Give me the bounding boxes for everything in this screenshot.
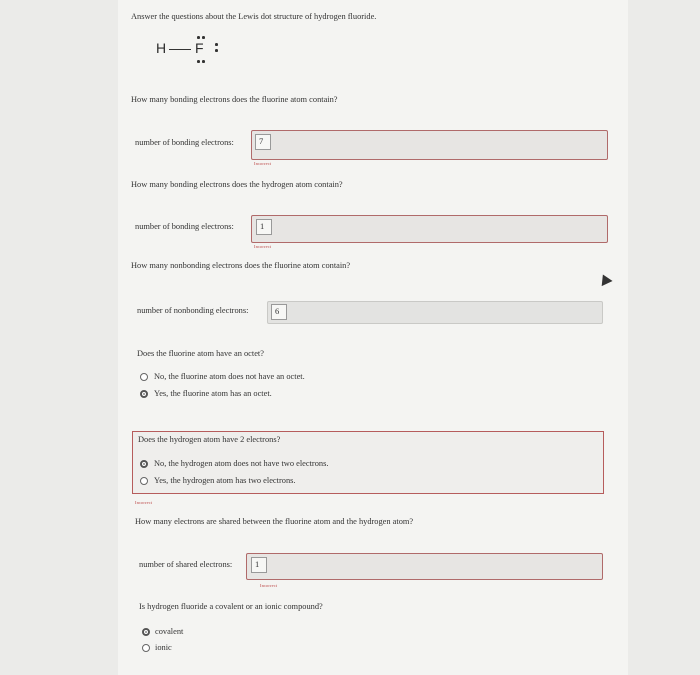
incorrect-flag: Incorrect <box>135 500 153 505</box>
lone-pair-dot <box>202 36 205 39</box>
octet-no-radio[interactable] <box>140 373 148 381</box>
answer-field-3 <box>267 301 603 324</box>
question-5: Does the hydrogen atom have 2 electrons? <box>138 435 281 444</box>
incorrect-flag: Incorrect <box>254 244 272 249</box>
octet-no-label: No, the fluorine atom does not have an octet. <box>154 372 305 381</box>
octet-yes-radio[interactable] <box>140 390 148 398</box>
shared-electrons-input[interactable]: 1 <box>251 557 267 573</box>
ionic-radio[interactable] <box>142 644 150 652</box>
hydrogen-no-radio[interactable] <box>140 460 148 468</box>
shared-electrons-label: number of shared electrons: <box>139 560 233 569</box>
octet-yes-label: Yes, the fluorine atom has an octet. <box>154 389 272 398</box>
lone-pair-dot <box>202 60 205 63</box>
nonbonding-electrons-input[interactable]: 6 <box>271 304 287 320</box>
question-2: How many bonding electrons does the hydrogen atom contain? <box>131 180 343 189</box>
fluorine-symbol: F <box>195 40 204 56</box>
hydrogen-no-label: No, the hydrogen atom does not have two electrons. <box>154 459 329 468</box>
question-6: How many electrons are shared between the fluorine atom and the hydrogen atom? <box>135 517 414 526</box>
answer-field-6 <box>246 553 603 580</box>
lewis-structure <box>150 34 230 68</box>
lone-pair-dot <box>197 36 200 39</box>
question-3: How many nonbonding electrons does the fluorine atom contain? <box>131 261 351 270</box>
ionic-label: ionic <box>155 643 172 652</box>
answer-field-1 <box>251 130 608 160</box>
bonding-electrons-label: number of bonding electrons: <box>135 138 234 147</box>
hydrogen-symbol: H <box>156 40 167 56</box>
bonding-electrons-label: number of bonding electrons: <box>135 222 234 231</box>
question-7: Is hydrogen fluoride a covalent or an ionic compound? <box>139 602 323 611</box>
lone-pair-dot <box>215 49 218 52</box>
bonding-electrons-input[interactable]: 7 <box>255 134 271 150</box>
bonding-electrons-input[interactable]: 1 <box>256 219 272 235</box>
intro-text: Answer the questions about the Lewis dot structure of hydrogen fluoride. <box>131 12 377 21</box>
lone-pair-dot <box>215 43 218 46</box>
incorrect-flag: Incorrect <box>260 583 278 588</box>
covalent-label: covalent <box>155 627 184 636</box>
hydrogen-yes-label: Yes, the hydrogen atom has two electrons. <box>154 476 296 485</box>
lone-pair-dot <box>197 60 200 63</box>
single-bond <box>169 49 191 50</box>
question-4: Does the fluorine atom have an octet? <box>137 349 264 358</box>
nonbonding-electrons-label: number of nonbonding electrons: <box>137 306 249 315</box>
question-1: How many bonding electrons does the fluorine atom contain? <box>131 95 338 104</box>
covalent-radio[interactable] <box>142 628 150 636</box>
incorrect-flag: Incorrect <box>254 161 272 166</box>
hydrogen-yes-radio[interactable] <box>140 477 148 485</box>
answer-field-2 <box>251 215 608 243</box>
